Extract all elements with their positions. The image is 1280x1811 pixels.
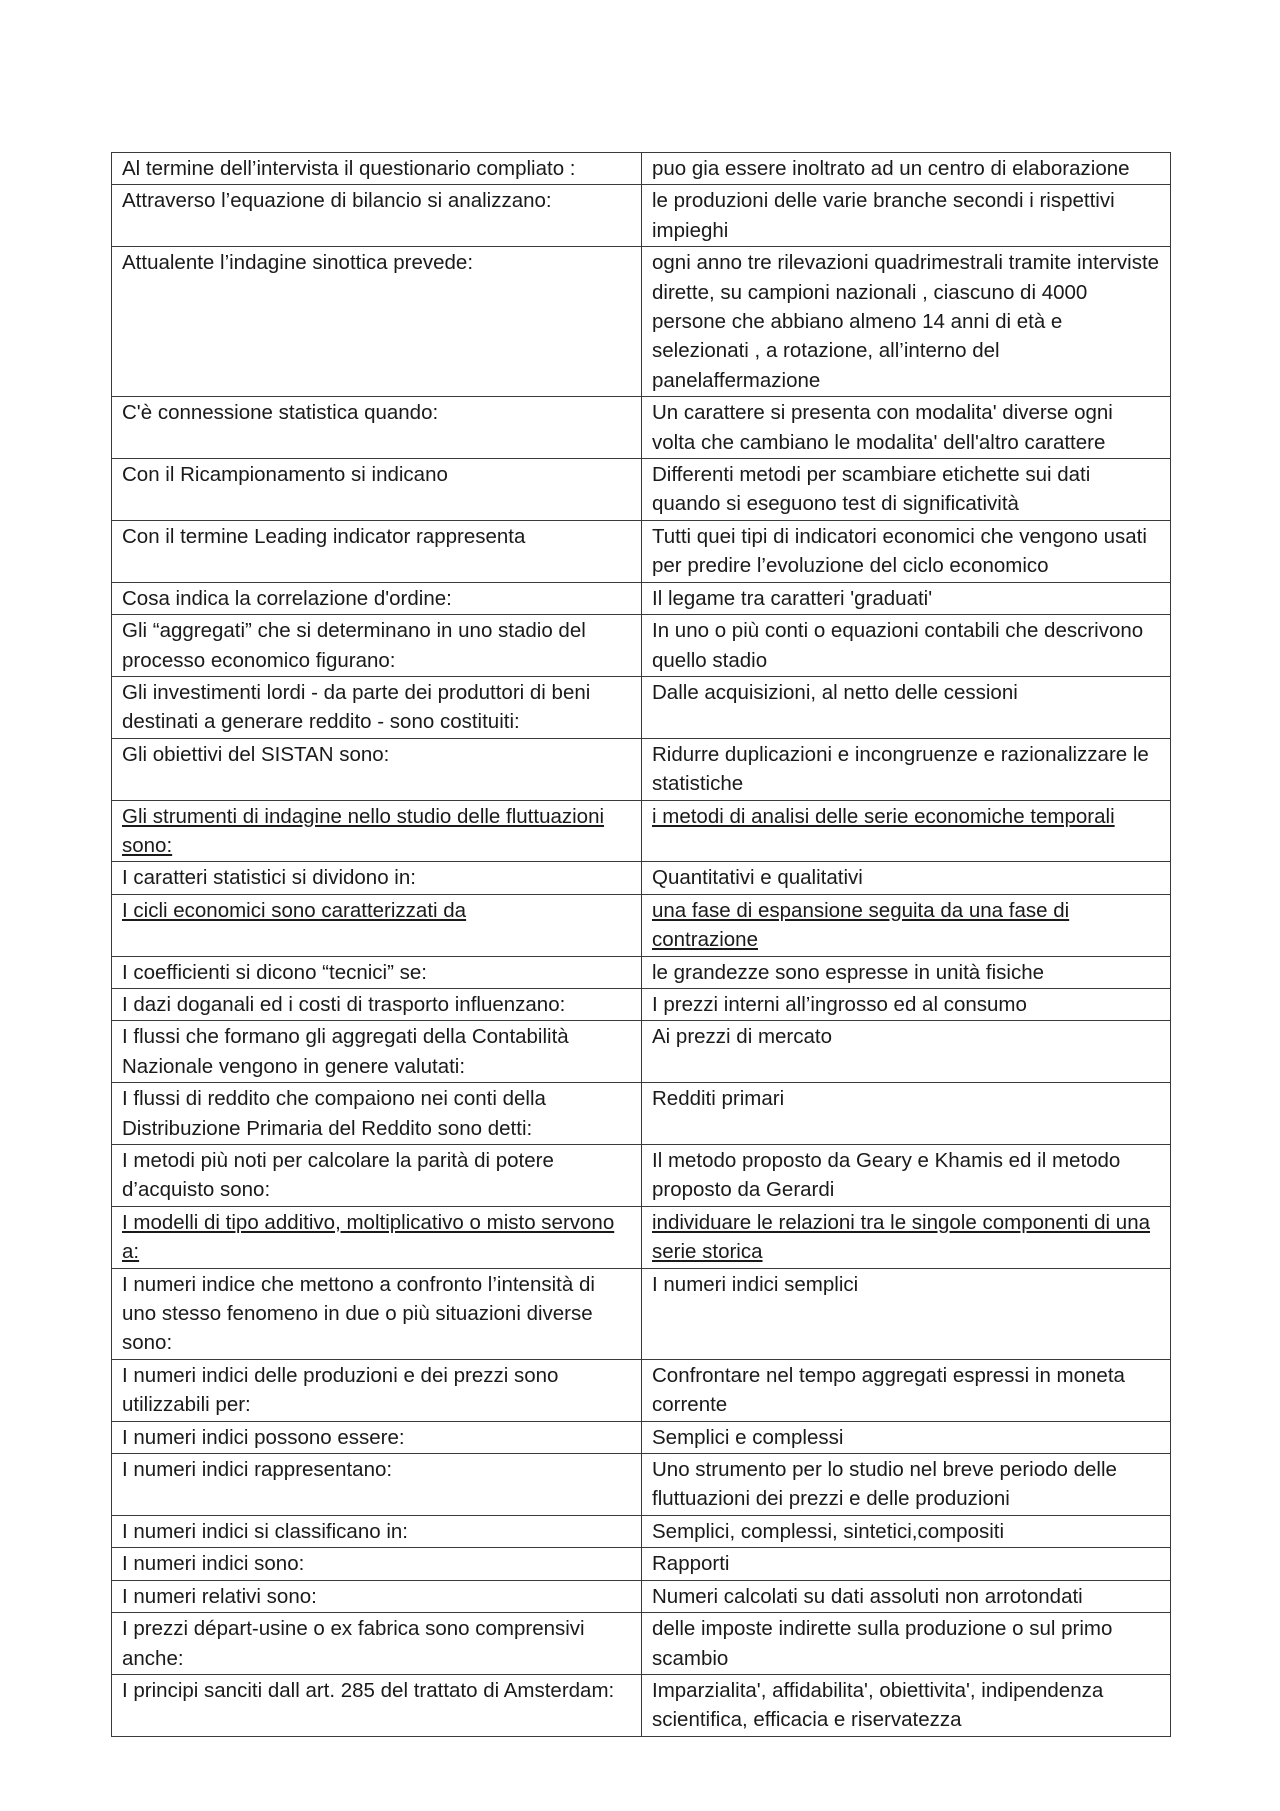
question-cell xyxy=(112,1359,642,1421)
answer-cell xyxy=(642,1515,1171,1547)
question-cell xyxy=(112,988,642,1020)
answer-cell xyxy=(642,956,1171,988)
answer-text: individuare le relazioni tra le singole componenti di una serie storica xyxy=(652,1210,1150,1264)
table-row xyxy=(112,1359,1171,1421)
question-text: Cosa indica la correlazione d'ordine: xyxy=(122,586,452,610)
answer-text: Rapporti xyxy=(652,1552,730,1576)
answer-text: i metodi di analisi delle serie economiche temporali xyxy=(652,804,1115,828)
answer-cell xyxy=(642,862,1171,894)
answer-text: In uno o più conti o equazioni contabili che descrivono quello stadio xyxy=(652,619,1144,672)
answer-text: Semplici, complessi, sintetici,compositi xyxy=(652,1519,1005,1543)
answer-text: ogni anno tre rilevazioni quadrimestrali tramite interviste dirette, su campioni nazionali , ciascuno di 4000 persone che abbiano almeno 14 anni di età e selezionati , a rotazione, all’interno del panelaffermazione xyxy=(652,251,1160,392)
document-page xyxy=(111,152,1170,1737)
question-cell xyxy=(112,1021,642,1083)
question-cell xyxy=(112,894,642,956)
question-text: Gli strumenti di indagine nello studio delle fluttuazioni sono: xyxy=(122,804,605,857)
answer-cell xyxy=(642,1083,1171,1145)
answer-cell xyxy=(642,738,1171,800)
answer-text: le grandezze sono espresse in unità fisiche xyxy=(652,960,1045,984)
table-row xyxy=(112,185,1171,247)
question-text: I flussi di reddito che compaiono nei conti della Distribuzione Primaria del Reddito sono detti: xyxy=(122,1087,546,1140)
answer-cell xyxy=(642,615,1171,677)
question-text: I numeri indici possono essere: xyxy=(122,1425,405,1449)
question-answer-table xyxy=(111,152,1171,1737)
table-row xyxy=(112,894,1171,956)
question-text: Con il termine Leading indicator rappresenta xyxy=(122,524,526,548)
question-cell xyxy=(112,520,642,582)
question-cell xyxy=(112,1206,642,1268)
question-cell xyxy=(112,615,642,677)
table-row xyxy=(112,1021,1171,1083)
question-text: I numeri indici delle produzioni e dei prezzi sono utilizzabili per: xyxy=(122,1363,559,1417)
answer-text: Numeri calcolati su dati assoluti non arrotondati xyxy=(652,1584,1083,1608)
table-row xyxy=(112,676,1171,738)
question-cell xyxy=(112,1145,642,1207)
table-row xyxy=(112,247,1171,397)
question-cell xyxy=(112,1083,642,1145)
table-row xyxy=(112,1515,1171,1547)
answer-text: Il legame tra caratteri 'graduati' xyxy=(652,586,933,610)
table-body xyxy=(112,153,1171,1737)
table-row xyxy=(112,1083,1171,1145)
question-text: Con il Ricampionamento si indicano xyxy=(122,463,448,487)
table-row xyxy=(112,862,1171,894)
answer-text: I prezzi interni all’ingrosso ed al consumo xyxy=(652,992,1027,1016)
answer-cell xyxy=(642,988,1171,1020)
table-row xyxy=(112,1421,1171,1453)
answer-cell xyxy=(642,1454,1171,1516)
question-cell xyxy=(112,956,642,988)
answer-cell xyxy=(642,247,1171,397)
table-row xyxy=(112,1613,1171,1675)
answer-text: Differenti metodi per scambiare etichette sui dati quando si eseguono test di significatività xyxy=(652,463,1091,516)
answer-cell xyxy=(642,153,1171,185)
question-text: I numeri indici si classificano in: xyxy=(122,1519,408,1543)
answer-cell xyxy=(642,397,1171,459)
question-cell xyxy=(112,676,642,738)
question-cell xyxy=(112,738,642,800)
answer-cell xyxy=(642,185,1171,247)
answer-text: delle imposte indirette sulla produzione o sul primo scambio xyxy=(652,1617,1113,1670)
answer-text: le produzioni delle varie branche secondi i rispettivi impieghi xyxy=(652,189,1115,242)
answer-cell xyxy=(642,520,1171,582)
table-row xyxy=(112,1268,1171,1359)
answer-text: Confrontare nel tempo aggregati espressi in moneta corrente xyxy=(652,1363,1125,1417)
answer-text: Semplici e complessi xyxy=(652,1425,844,1449)
table-row xyxy=(112,800,1171,862)
question-cell xyxy=(112,800,642,862)
answer-text: Imparzialita', affidabilita', obiettivita', indipendenza scientifica, efficacia e riservatezza xyxy=(652,1678,1104,1732)
answer-cell xyxy=(642,1021,1171,1083)
answer-cell xyxy=(642,894,1171,956)
answer-text: I numeri indici semplici xyxy=(652,1272,859,1296)
table-row xyxy=(112,1580,1171,1612)
answer-cell xyxy=(642,582,1171,614)
question-text: I numeri indici rappresentano: xyxy=(122,1458,393,1482)
question-cell xyxy=(112,1548,642,1580)
table-row xyxy=(112,1454,1171,1516)
answer-cell xyxy=(642,1359,1171,1421)
answer-text: Redditi primari xyxy=(652,1087,785,1111)
answer-cell xyxy=(642,1206,1171,1268)
question-cell xyxy=(112,1268,642,1359)
question-text: I metodi più noti per calcolare la parità di potere d’acquisto sono: xyxy=(122,1149,554,1202)
answer-cell xyxy=(642,1613,1171,1675)
table-row xyxy=(112,397,1171,459)
answer-text: Dalle acquisizioni, al netto delle cessioni xyxy=(652,680,1018,704)
question-cell xyxy=(112,1613,642,1675)
question-cell xyxy=(112,1515,642,1547)
answer-text: Ai prezzi di mercato xyxy=(652,1025,833,1049)
table-row xyxy=(112,520,1171,582)
table-row xyxy=(112,988,1171,1020)
question-cell xyxy=(112,1454,642,1516)
answer-cell xyxy=(642,676,1171,738)
question-text: I coefficienti si dicono “tecnici” se: xyxy=(122,960,427,984)
answer-text: Tutti quei tipi di indicatori economici che vengono usati per predire l’evoluzione del ciclo economico xyxy=(652,524,1147,578)
answer-cell xyxy=(642,1145,1171,1207)
question-text: I flussi che formano gli aggregati della Contabilità Nazionale vengono in genere valutati: xyxy=(122,1025,569,1078)
answer-cell xyxy=(642,1580,1171,1612)
answer-text: una fase di espansione seguita da una fase di contrazione xyxy=(652,898,1070,952)
question-text: I numeri indici sono: xyxy=(122,1552,305,1576)
question-text: Al termine dell’intervista il questionario compliato : xyxy=(122,157,576,180)
answer-cell xyxy=(642,1268,1171,1359)
question-text: Gli obiettivi del SISTAN sono: xyxy=(122,742,390,766)
question-text: Attualente l’indagine sinottica prevede: xyxy=(122,251,474,275)
question-cell xyxy=(112,1421,642,1453)
table-row xyxy=(112,582,1171,614)
table-row xyxy=(112,1548,1171,1580)
answer-cell xyxy=(642,459,1171,521)
question-text: Gli “aggregati” che si determinano in uno stadio del processo economico figurano: xyxy=(122,619,586,672)
question-cell xyxy=(112,862,642,894)
table-row xyxy=(112,956,1171,988)
table-row xyxy=(112,738,1171,800)
answer-text: Il metodo proposto da Geary e Khamis ed il metodo proposto da Gerardi xyxy=(652,1149,1121,1202)
table-row xyxy=(112,459,1171,521)
question-text: Gli investimenti lordi - da parte dei produttori di beni destinati a generare reddito - sono costituiti: xyxy=(122,680,591,734)
question-cell xyxy=(112,582,642,614)
question-cell xyxy=(112,247,642,397)
question-cell xyxy=(112,459,642,521)
answer-text: Uno strumento per lo studio nel breve periodo delle fluttuazioni dei prezzi e delle produzioni xyxy=(652,1458,1117,1511)
question-cell xyxy=(112,1580,642,1612)
question-text: I principi sanciti dall art. 285 del trattato di Amsterdam: xyxy=(122,1678,615,1702)
question-text: Attraverso l’equazione di bilancio si analizzano: xyxy=(122,189,552,213)
table-row xyxy=(112,1145,1171,1207)
question-cell xyxy=(112,397,642,459)
question-text: I caratteri statistici si dividono in: xyxy=(122,866,416,890)
table-row xyxy=(112,1206,1171,1268)
answer-cell xyxy=(642,800,1171,862)
table-row xyxy=(112,1674,1171,1736)
question-text: C'è connessione statistica quando: xyxy=(122,401,439,425)
answer-text: Un carattere si presenta con modalita' diverse ogni volta che cambiano le modalita' dell'altro carattere xyxy=(652,401,1113,454)
table-row xyxy=(112,153,1171,185)
question-text: I prezzi départ-usine o ex fabrica sono comprensivi anche: xyxy=(122,1617,585,1670)
question-cell xyxy=(112,153,642,185)
answer-text: Quantitativi e qualitativi xyxy=(652,866,863,890)
question-text: I cicli economici sono caratterizzati da xyxy=(122,898,467,922)
question-text: I dazi doganali ed i costi di trasporto influenzano: xyxy=(122,992,566,1016)
answer-cell xyxy=(642,1421,1171,1453)
question-cell xyxy=(112,1674,642,1736)
question-text: I numeri relativi sono: xyxy=(122,1584,317,1608)
answer-text: puo gia essere inoltrato ad un centro di elaborazione xyxy=(652,157,1130,180)
table-row xyxy=(112,615,1171,677)
question-cell xyxy=(112,185,642,247)
answer-cell xyxy=(642,1548,1171,1580)
answer-cell xyxy=(642,1674,1171,1736)
answer-text: Ridurre duplicazioni e incongruenze e razionalizzare le statistiche xyxy=(652,742,1149,796)
question-text: I modelli di tipo additivo, moltiplicativo o misto servono a: xyxy=(122,1210,615,1264)
question-text: I numeri indice che mettono a confronto l’intensità di uno stesso fenomeno in due o più situazioni diverse sono: xyxy=(122,1272,595,1355)
